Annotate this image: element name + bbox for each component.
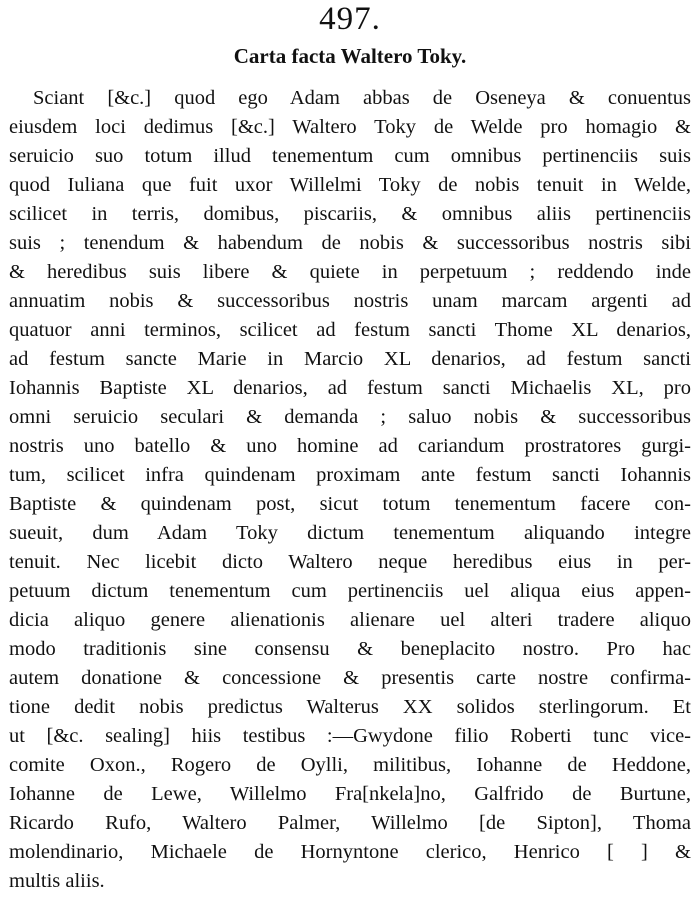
text-line: nostris uno batello & uno homine ad cariandum prostratores gurgi-	[9, 435, 691, 457]
text-line: quatuor anni terminos, scilicet ad festum sancti Thome XL denarios,	[9, 319, 691, 341]
page-number: 497.	[319, 1, 381, 37]
text-line: quod Iuliana que fuit uxor Willelmi Toky de nobis tenuit in Welde,	[9, 174, 691, 196]
text-line: multis aliis.	[9, 870, 105, 892]
text-line: & heredibus suis libere & quiete in perpetuum ; reddendo inde	[9, 261, 691, 283]
text-line: suis ; tenendum & habendum de nobis & successoribus nostris sibi	[9, 232, 691, 254]
text-line: modo traditionis sine consensu & beneplacito nostro. Pro hac	[9, 638, 691, 660]
text-line: Iohanne de Lewe, Willelmo Fra[nkela]no, Galfrido de Burtune,	[9, 783, 691, 805]
charter-text	[9, 84, 691, 896]
text-line: Iohannis Baptiste XL denarios, ad festum sancti Michaelis XL, pro	[9, 377, 691, 399]
text-line: scilicet in terris, domibus, piscariis, & omnibus aliis pertinenciis	[9, 203, 691, 225]
text-line: ut [&c. sealing] hiis testibus :—Gwydone filio Roberti tunc vice-	[9, 725, 691, 747]
text-line: dicia aliquo genere alienationis alienare uel alteri tradere aliquo	[9, 609, 691, 631]
text-line: tione dedit nobis predictus Walterus XX solidos sterlingorum. Et	[9, 696, 691, 718]
text-line: comite Oxon., Rogero de Oylli, militibus, Iohanne de Heddone,	[9, 754, 691, 776]
text-line: molendinario, Michaele de Hornyntone clerico, Henrico [ ] &	[9, 841, 691, 863]
text-line: annuatim nobis & successoribus nostris unam marcam argenti ad	[9, 290, 691, 312]
text-line: autem donatione & concessione & presentis carte nostre confirma-	[9, 667, 691, 689]
text-line: sueuit, dum Adam Toky dictum tenementum aliquando integre	[9, 522, 691, 544]
text-line: omni seruicio seculari & demanda ; saluo nobis & successoribus	[9, 406, 691, 428]
text-line: seruicio suo totum illud tenementum cum omnibus pertinenciis suis	[9, 145, 691, 167]
text-line: Sciant [&c.] quod ego Adam abbas de Oseneya & conuentus	[33, 87, 691, 109]
text-line: Baptiste & quindenam post, sicut totum tenementum facere con-	[9, 493, 691, 515]
text-line: eiusdem loci dedimus [&c.] Waltero Toky de Welde pro homagio &	[9, 116, 691, 138]
text-line: ad festum sancte Marie in Marcio XL denarios, ad festum sancti	[9, 348, 691, 370]
text-line: tum, scilicet infra quindenam proximam ante festum sancti Iohannis	[9, 464, 691, 486]
text-line: tenuit. Nec licebit dicto Waltero neque heredibus eius in per-	[9, 551, 691, 573]
text-line: Ricardo Rufo, Waltero Palmer, Willelmo [de Sipton], Thoma	[9, 812, 691, 834]
charter-title: Carta facta Waltero Toky.	[233, 44, 467, 68]
text-line: petuum dictum tenementum cum pertinenciis uel aliqua eius appen-	[9, 580, 691, 602]
